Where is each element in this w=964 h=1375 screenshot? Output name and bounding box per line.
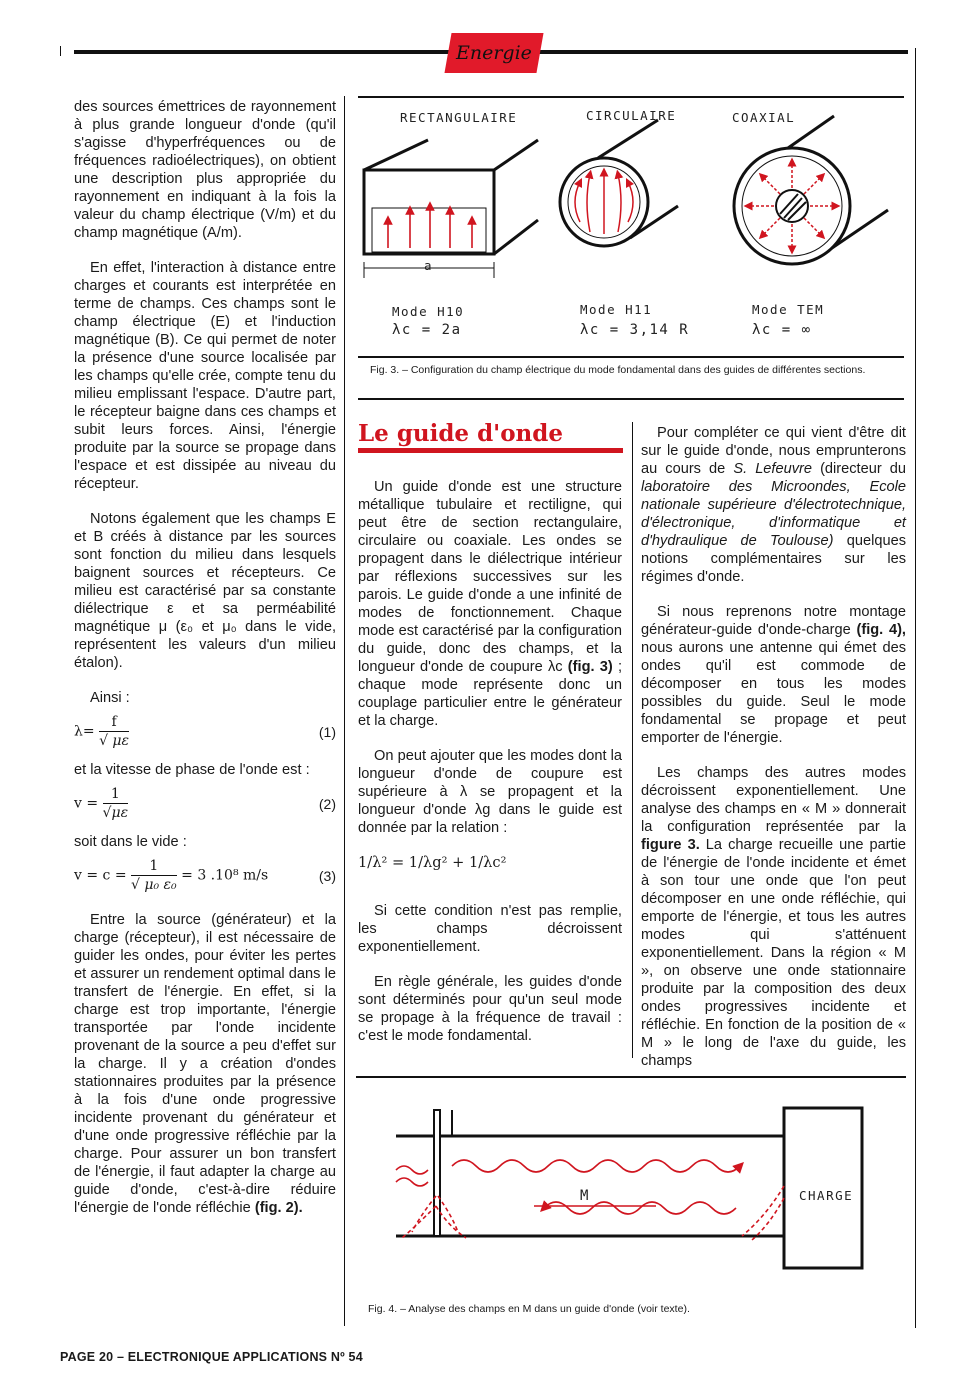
fig3-top-rule [358,96,904,98]
formula-3-fraction [131,857,177,894]
formula-2-denominator: √με [102,805,129,821]
col3-p3-a: Les champs des autres modes décroissent exponentiellement. Une analyse des champs en « M » donnerait la configuration représentée par la [641,765,906,835]
fig3-caption: Fig. 3. – Configuration du champ électrique du mode fondamental dans des guides de différentes sections. [370,364,866,376]
formula-3-denominator: √ μ₀ ε₀ [131,877,177,893]
mode-rect: Mode H10 [392,304,465,319]
dimension-a-label: a [424,258,434,273]
author-name: S. Lefeuvre [733,461,812,477]
formula-3-rhs: = 3 .10⁸ m/s [181,867,269,884]
column-2 [358,478,622,1062]
figure3-reference: figure 3. [641,837,700,853]
left-margin-tick [60,46,61,56]
formula-1-numerator: f [99,713,129,732]
fig2-reference: (fig. 2). [254,1200,303,1216]
formula-3-lhs: v = c = [74,867,127,884]
col3-p2-a: Si nous reprenons notre montage générateur-guide d'onde-charge [641,604,906,638]
page-footer: PAGE 20 – ELECTRONIQUE APPLICATIONS Nº 54 [60,1350,363,1364]
circular-guide [560,120,678,246]
formula-1-number: (1) [318,724,336,740]
formula-1-lhs: λ= [74,723,95,740]
charge-label: CHARGE [799,1188,854,1203]
col2-paragraph-1 [358,478,622,730]
ainsi-text: Ainsi : [90,690,130,706]
col3-paragraph-3 [641,764,906,1070]
column-separator-1 [344,96,345,1326]
lambda-circ: λc = 3,14 R [580,322,690,338]
waveguide-relation: 1/λ² = 1/λg² + 1/λc² [358,854,507,871]
column-3 [641,424,906,1087]
rectangular-guide [364,140,538,278]
fig3-reference: (fig. 3) [567,659,613,675]
formula-2-lhs: v = [74,795,99,812]
col3-paragraph-2 [641,603,906,747]
formula-3 [74,857,336,897]
fig4-drawing [356,1076,906,1296]
formula-2-number: (2) [318,796,336,812]
coaxial-guide [734,116,888,264]
vitesse-text: et la vitesse de phase de l'onde est : [74,762,310,778]
label-rectangulaire: RECTANGULAIRE [400,110,518,125]
laboratory-name: laboratoire des Microondes, Ecole nationale supérieure d'électrotechnique, d'électronique, d'informatique et d'hydraulique de Toulouse) [641,479,906,549]
formula-2 [74,785,336,825]
fig4-reference: (fig. 4), [856,622,906,638]
lambda-coax: λc = ∞ [752,322,812,338]
lambda-rect: λc = 2a [392,322,462,338]
fig3-drawing [358,110,904,310]
col3-p1-b: (directeur du [820,461,906,477]
fig3-bottom-rule [358,398,904,400]
figure-3 [358,96,904,396]
formula-3-numerator: 1 [131,857,177,876]
fig3-caption-rule [358,356,904,358]
section-title-rule [358,448,623,453]
col2-p1-end: ; chaque mode représente donc un couplage particulier entre le générateur et la charge. [358,659,623,729]
formula-1-fraction [99,713,129,750]
figure-4 [356,1076,906,1326]
col2-paragraph-2: On peut ajouter que les modes dont la longueur d'onde de coupure est supérieure à λ se propagent et la longueur d'onde λg dans le guide est donnée par la relation : [358,748,622,836]
column-separator-2 [632,422,633,1058]
col3-p2-b: nous aurons une antenne qui émet des ondes qu'il est commode de décomposer en tous les modes possibles du guide. Seul le mode fondamental se propage et peut emporter de l'énergie. [641,640,906,746]
section-badge [444,33,543,73]
col1-paragraph-2: En effet, l'interaction à distance entre charges et courants est interprétée en terme de champs. Ces champs sont le champ électrique (E) et l'induction magnétique (B). Ce qui permet de noter la présence d'une source localisée par les champs qu'elle crée, compte tenu du milieu emplissant l'espace. D'autre part, le récepteur baigne dans ces champs et subit leurs forces. Ainsi, l'énergie produite par la source se propage dans l'espace et est dissipée au niveau du récepteur. [74,260,336,492]
formula-2-numerator: 1 [103,785,129,804]
label-coaxial: COAXIAL [732,110,796,125]
label-circulaire: CIRCULAIRE [586,108,677,123]
col3-paragraph-1 [641,424,906,586]
fig4-caption: Fig. 4. – Analyse des champs en M dans un guide d'onde (voir texte). [368,1303,690,1315]
right-margin-rule [915,48,916,1328]
col3-p1-c: quelques notions complémentaires sur les régimes d'onde. [641,533,906,585]
formula-3-number: (3) [318,868,336,884]
formula-1-denominator: √ με [99,733,130,749]
vide-text: soit dans le vide : [74,834,187,850]
column-1 [74,98,336,1234]
col2-paragraph-4: En règle générale, les guides d'onde sont déterminés pour qu'un seul mode se propage à la fréquence de travail : c'est le mode fondamental. [358,974,622,1044]
mode-circ: Mode H11 [580,302,653,317]
col1-paragraph-1: des sources émettrices de rayonnement à plus grande longueur d'onde (qu'il s'agisse d'hyperfréquences ou de fréquences radioélectriques), on obtient une description plus appropriée du rayonnement en indiquant à la fois la valeur du champ électrique (V/m) et du champ magnétique (A/m). [74,99,336,241]
col1-paragraph-3: Notons également que les champs E et B créés à distance par les sources sont fonction du milieu dans lesquels baignent sources et récepteurs. Ce milieu est caractérisé par sa constante diélectrique ε et sa perméabilité magnétique μ (ε₀ et μ₀ dans le vide, représentent les valeurs d'un milieu étalon). [74,511,336,671]
col3-p1-a: Pour compléter ce qui vient d'être dit sur le guide d'onde, nous emprunterons au cours de [641,425,906,477]
section-title: Le guide d'onde [358,420,563,447]
region-m-label: M [580,1188,590,1204]
badge-label: Energie [456,42,532,64]
col1-p4-text: Entre la source (générateur) et la charge (récepteur), il est nécessaire de guider les ondes, pour éviter les pertes et assurer un rendement optimal dans le transfert de l'énergie. En effet, si la charge est trop importante, l'énergie transportée par l'onde incidente provenant de la source a peu d'effet sur la charge. Il y a création d'ondes stationnaires produites par la présence à la fois d'une onde progressive incidente provenant du générateur et d'une onde progressive réfléchie par la charge. Pour assurer un bon transfert de l'énergie, il faut adapter la charge au guide d'onde, c'est-à-dire réduire l'énergie de l'onde réfléchie [74,912,336,1216]
formula-2-fraction [103,785,129,822]
mode-coax: Mode TEM [752,302,825,317]
col3-p3-b: La charge recueille une partie de l'énergie de l'onde incidente et émet à son tour une onde que l'on peut décomposer en une onde réfléchie, qui emporte de l'énergie, et tous les autres modes qui s'atténuent exponentiellement. Dans la région « M », on observe une onde stationnaire produite par la composition des deux ondes progressives incidente et réfléchie. En fonction de la position de « M » le long de l'axe du guide, les champs [641,837,907,1069]
formula-1 [74,713,336,753]
col2-paragraph-3: Si cette condition n'est pas remplie, les champs décroissent exponentiellement. [358,903,622,955]
col1-paragraph-4 [74,911,336,1217]
col2-p1-text: Un guide d'onde est une structure métallique tubulaire et rectiligne, qui peut être de section rectangulaire, circulaire ou coaxiale. Les ondes se propagent dans le diélectrique intérieur par réflexions successives sur les parois. Le guide d'onde a une infinité de modes de fonctionnement. Chaque mode est caractérisé par la configuration du guide, donc des champs, et la longueur d'onde de coupure λc [358,479,622,675]
